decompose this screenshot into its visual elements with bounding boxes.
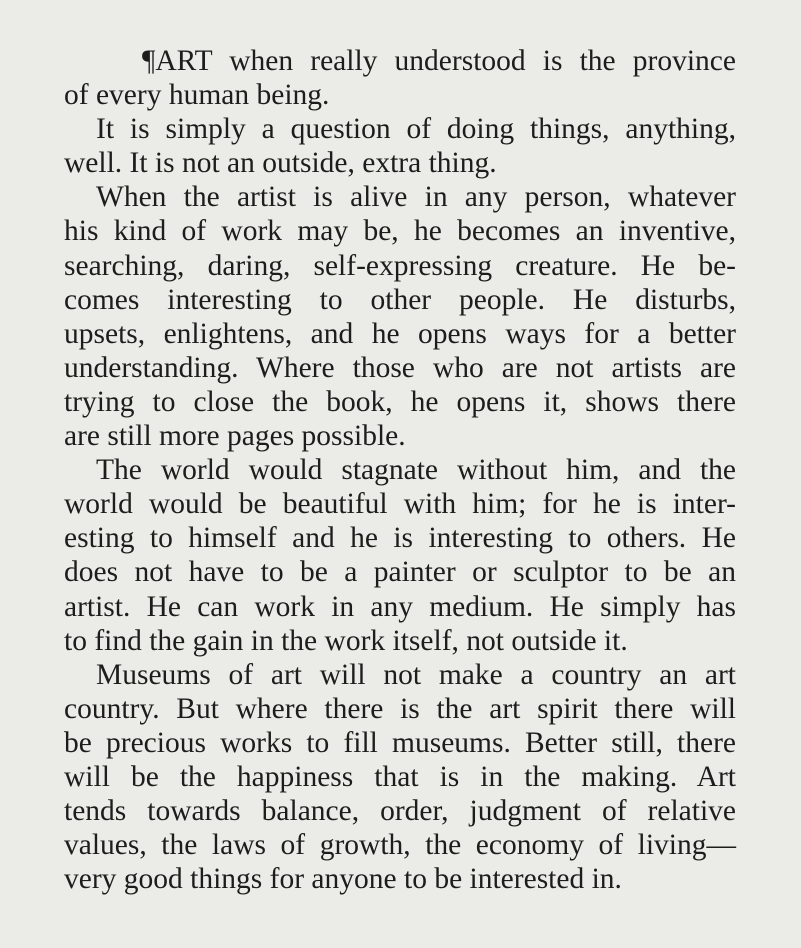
text-line: tends towards balance, order, judgment of relative bbox=[64, 795, 736, 828]
text-line: of every human being. bbox=[64, 79, 330, 112]
text-line: esting to himself and he is interesting to others. He bbox=[64, 522, 736, 555]
text-line: does not have to be a painter or sculptor to be an bbox=[64, 556, 736, 589]
text-line: It is simply a question of doing things, anything, bbox=[96, 113, 736, 146]
body-text bbox=[64, 44, 736, 896]
text-line: artist. He can work in any medium. He simply has bbox=[64, 590, 736, 623]
text-line: upsets, enlightens, and he opens ways for a better bbox=[64, 317, 736, 350]
text-line: well. It is not an outside, extra thing. bbox=[64, 147, 497, 180]
text-line: will be the happiness that is in the making. Art bbox=[64, 760, 736, 793]
text-line: be precious works to fill museums. Better still, there bbox=[64, 726, 736, 759]
text-line: The world would stagnate without him, and the bbox=[96, 454, 736, 487]
text-line: searching, daring, self-expressing creature. He be- bbox=[64, 249, 736, 282]
text-line: understanding. Where those who are not artists are bbox=[64, 351, 736, 384]
text-line: trying to close the book, he opens it, shows there bbox=[64, 385, 736, 418]
text-line: country. But where there is the art spirit there will bbox=[64, 692, 736, 725]
text-line: comes interesting to other people. He disturbs, bbox=[64, 283, 736, 316]
text-line: world would be beautiful with him; for he is inter- bbox=[64, 488, 736, 521]
text-line: his kind of work may be, he becomes an inventive, bbox=[64, 215, 736, 248]
text-line: Museums of art will not make a country an art bbox=[96, 658, 736, 691]
text-line: values, the laws of growth, the economy of living— bbox=[64, 829, 736, 862]
text-line: to find the gain in the work itself, not outside it. bbox=[64, 624, 628, 657]
text-line: When the artist is alive in any person, whatever bbox=[96, 181, 736, 214]
text-line: very good things for anyone to be interested in. bbox=[64, 863, 622, 896]
text-line: ¶ART when really understood is the province bbox=[142, 45, 736, 77]
text-line: are still more pages possible. bbox=[64, 420, 406, 453]
